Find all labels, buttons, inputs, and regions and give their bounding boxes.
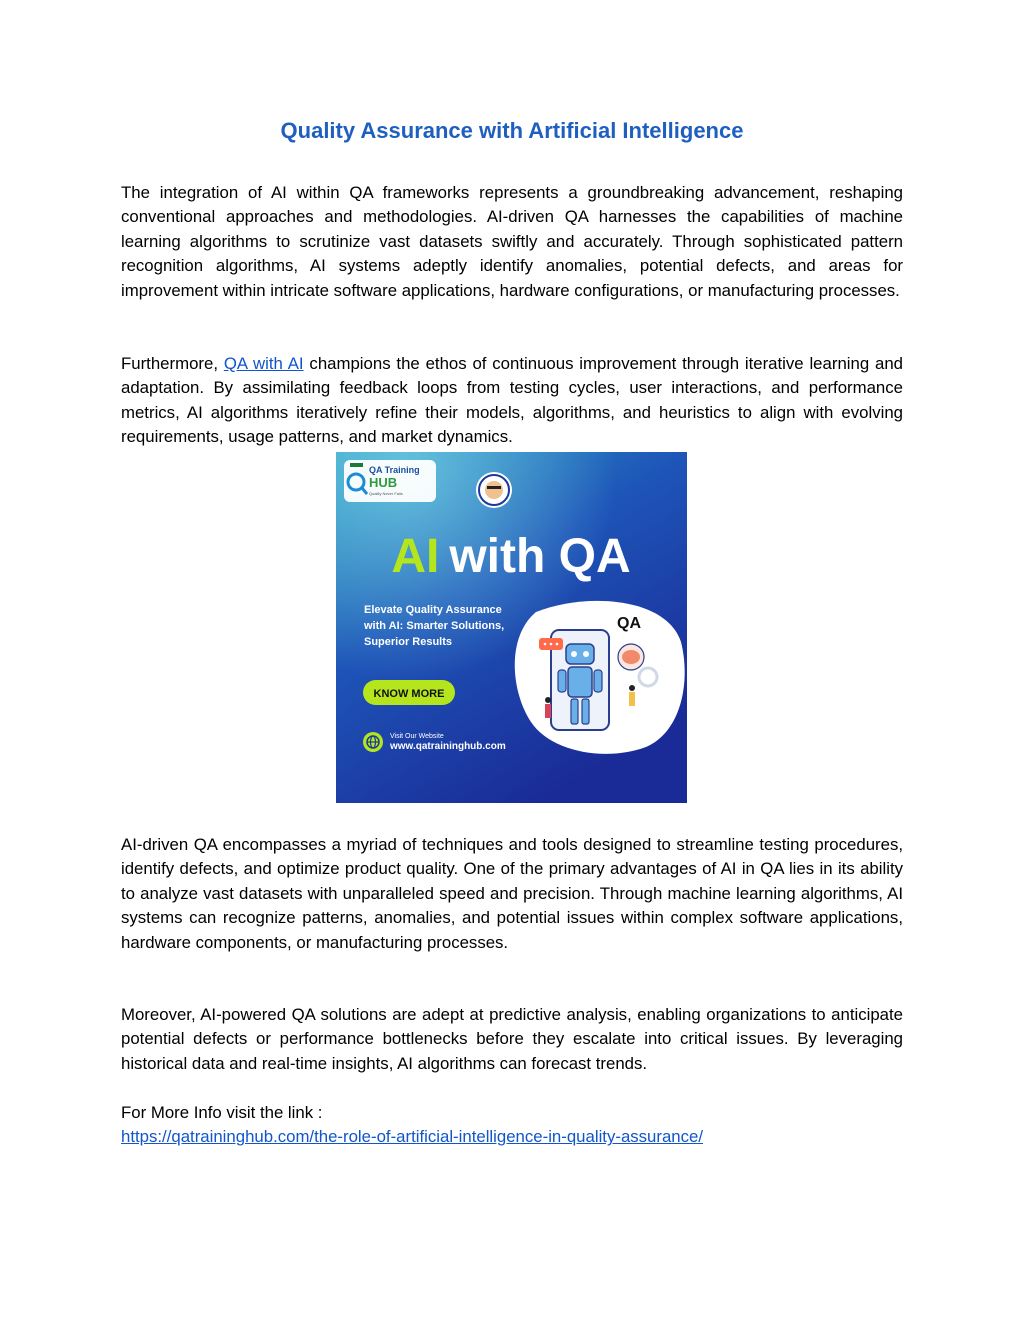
banner-subtext-line2: with AI: Smarter Solutions, — [364, 620, 505, 632]
logo-tagline: Quality Never Fails — [369, 491, 403, 496]
globe-icon — [363, 732, 383, 752]
banner-subtext-line3: Superior Results — [364, 636, 453, 648]
headline-ai: AI — [391, 530, 440, 583]
paragraph-moreover: Moreover, AI-powered QA solutions are adept at predictive analysis, enabling organizations to anticipate potential defects or performance bottlenecks before they escalate into critical issues. By leveraging historical data and real-time insights, AI algorithms can forecast trends. — [121, 1005, 903, 1073]
page-title: Quality Assurance with Artificial Intelligence — [280, 118, 744, 143]
more-info-label: For More Info visit the link : — [121, 1103, 323, 1122]
paragraph-integration: The integration of AI within QA frameworks represents a groundbreaking advancement, reshaping conventional approaches and methodologies. AI-driven QA harnesses the capabilities of machine learning algorithms to scrutinize vast datasets swiftly and accurately. Through sophisticated pattern recognition algorithms, AI systems adeptly identify anomalies, potential defects, and areas for improvement within intricate software applications, hardware configurations, or manufacturing processes. — [121, 183, 903, 300]
know-more-button[interactable] — [363, 680, 455, 705]
visit-website-label: Visit Our Website — [390, 733, 444, 740]
qa-label: QA — [617, 615, 641, 632]
article-url-link[interactable]: https://qatraininghub.com/the-role-of-artificial-intelligence-in-quality-assurance/ — [121, 1127, 704, 1147]
know-more-label: KNOW MORE — [373, 688, 445, 700]
robot-illustration — [515, 601, 685, 754]
banner-headline — [391, 530, 630, 583]
institute-seal-icon — [476, 472, 512, 508]
ai-with-qa-banner[interactable] — [336, 452, 687, 803]
headline-with-qa: with QA — [449, 530, 631, 583]
qa-training-hub-logo — [344, 460, 436, 502]
qa-with-ai-link[interactable]: QA with AI — [223, 354, 304, 373]
website-url[interactable]: www.qatraininghub.com — [390, 741, 506, 752]
paragraph-text-before-link: Furthermore, — [121, 354, 224, 373]
paragraph-text-after-link: champions the ethos of continuous improvement through iterative learning and adaptation. By assimilating feedback loops from testing cycles, user interactions, and performance metrics, AI algorithms iteratively refine their models, algorithms, and heuristics to align with evolving requirements, usage patterns, and market dynamics. — [121, 354, 903, 447]
paragraph-ai-driven-qa: AI-driven QA encompasses a myriad of techniques and tools designed to streamline testing procedures, identify defects, and optimize product quality. One of the primary advantages of AI in QA lies in its ability to analyze vast datasets with unparalleled speed and precision. Through machine learning algorithms, AI systems can recognize patterns, anomalies, and potential issues within complex software applications, hardware components, or manufacturing processes. — [121, 835, 903, 952]
more-info-block — [121, 1101, 903, 1150]
paragraph-furthermore — [121, 352, 903, 450]
logo-line2: HUB — [369, 475, 398, 490]
logo-line1: QA Training — [369, 465, 420, 475]
banner-subtext-line1: Elevate Quality Assurance — [364, 604, 502, 616]
